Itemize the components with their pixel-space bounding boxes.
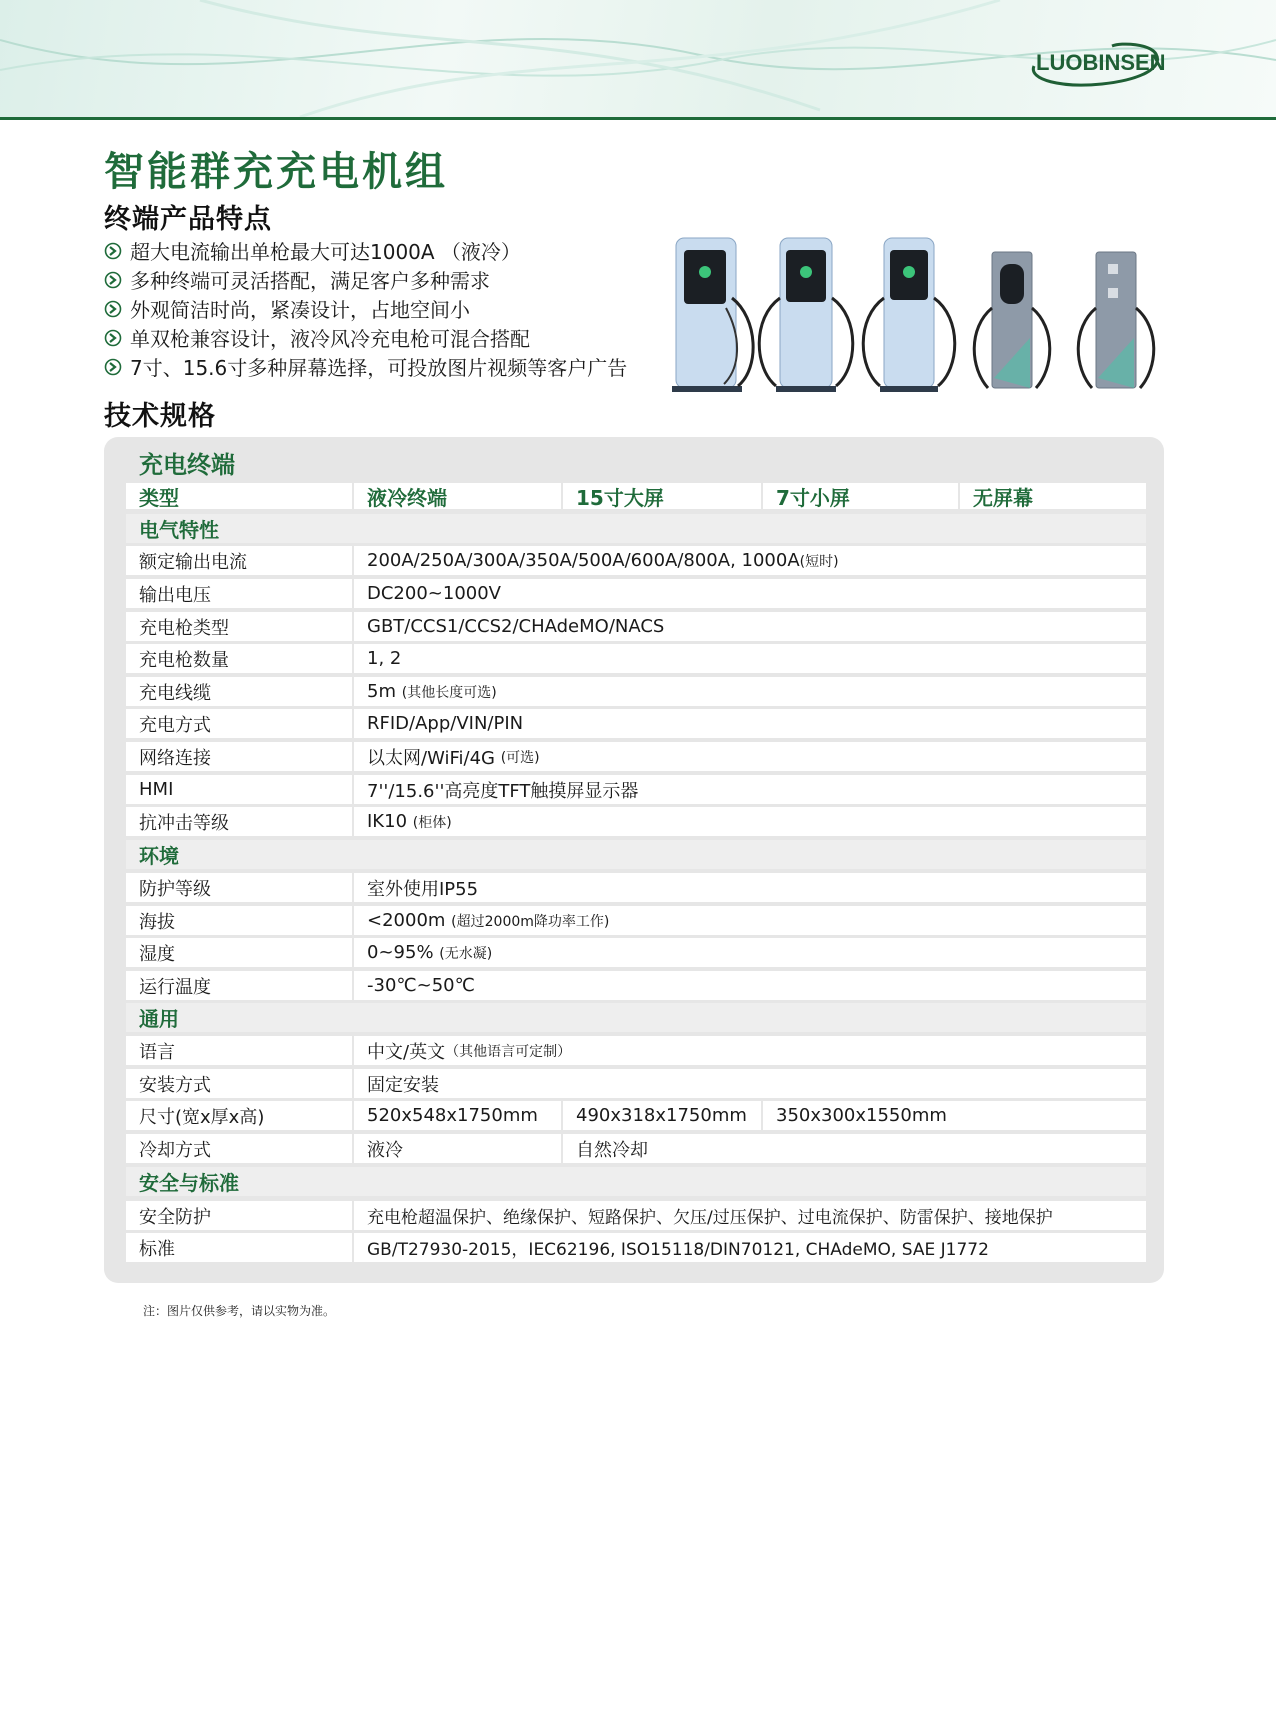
section-safety: 安全与标准 (126, 1167, 1146, 1196)
chevron-circle-icon (104, 358, 122, 376)
row-value (352, 807, 1146, 836)
chevron-circle-icon (104, 300, 122, 318)
table-row (126, 579, 1146, 608)
row-label: 额定输出电流 (126, 546, 352, 575)
chevron-circle-icon (104, 271, 122, 289)
features-title: 终端产品特点 (104, 204, 272, 235)
type-row (126, 480, 1146, 509)
section-row (126, 1003, 1146, 1032)
row-value (352, 1036, 1146, 1065)
table-row (126, 873, 1146, 902)
table-row (126, 546, 1146, 575)
row-label: 运行温度 (126, 971, 352, 1000)
section-environment: 环境 (126, 840, 1146, 869)
feature-text: 外观简洁时尚，紧凑设计，占地空间小 (130, 298, 470, 322)
value-text: 中文/英文 (367, 1041, 446, 1063)
feature-text: 单双枪兼容设计，液冷风冷充电枪可混合搭配 (130, 327, 530, 351)
cooling-natural: 自然冷却 (561, 1134, 1146, 1163)
row-label: 充电枪类型 (126, 612, 352, 641)
row-value: -30℃~50℃ (352, 971, 1146, 1000)
row-value (352, 938, 1146, 967)
row-label: 安全防护 (126, 1201, 352, 1230)
brand-logo-text: LUOBINSEN (1036, 50, 1166, 75)
row-label: 输出电压 (126, 579, 352, 608)
feature-item (104, 352, 627, 381)
section-row (126, 514, 1146, 543)
charger-terminal-liquid (672, 238, 753, 392)
feature-text: 超大电流输出单枪最大可达1000A （液冷） (130, 240, 521, 264)
section-row (126, 1167, 1146, 1196)
row-value: GB/T27930-2015，IEC62196, ISO15118/DIN70121, CHAdeMO, SAE J1772 (352, 1233, 1146, 1262)
value-note: (无水凝) (439, 945, 493, 962)
size-liquid: 520x548x1750mm (352, 1101, 561, 1130)
table-row (126, 644, 1146, 673)
table-row (126, 1134, 1146, 1163)
feature-item (104, 265, 627, 294)
row-label: 充电方式 (126, 709, 352, 738)
row-value: 7''/15.6''高亮度TFT触摸屏显示器 (352, 775, 1146, 804)
type-col-liquid: 液冷终端 (352, 480, 561, 509)
row-label: 安装方式 (126, 1069, 352, 1098)
value-note: （其他语言可定制） (445, 1043, 572, 1060)
table-row (126, 775, 1146, 804)
charger-products-image (668, 228, 1166, 400)
row-value (352, 546, 1146, 575)
table-row (126, 1233, 1146, 1262)
table-row (126, 1101, 1146, 1130)
row-value: DC200~1000V (352, 579, 1146, 608)
type-label: 类型 (126, 480, 352, 509)
row-label: 尺寸(宽x厚x高) (126, 1101, 352, 1130)
type-col-noscreen: 无屏幕 (958, 480, 1146, 509)
row-label: 防护等级 (126, 873, 352, 902)
value-note: (柜体) (412, 814, 452, 831)
row-label: HMI (126, 775, 352, 804)
table-title: 充电终端 (139, 451, 235, 479)
table-row (126, 971, 1146, 1000)
charger-terminal-7in (863, 238, 955, 392)
charger-terminal-no-screen (1078, 252, 1154, 388)
value-text: 以太网/WiFi/4G (367, 747, 495, 769)
value-note: (其他长度可选) (401, 684, 497, 701)
row-label: 网络连接 (126, 742, 352, 771)
value-note: (短时) (799, 553, 839, 570)
value-text: 5m (367, 681, 396, 702)
table-row (126, 742, 1146, 771)
type-col-7in: 7寸小屏 (761, 480, 958, 509)
row-label: 充电线缆 (126, 677, 352, 706)
row-label: 充电枪数量 (126, 644, 352, 673)
table-row (126, 677, 1146, 706)
size-small: 350x300x1550mm (761, 1101, 1146, 1130)
feature-item (104, 236, 627, 265)
value-note: (可选) (500, 749, 540, 766)
type-col-15in: 15寸大屏 (561, 480, 761, 509)
feature-item (104, 294, 627, 323)
row-value: 1, 2 (352, 644, 1146, 673)
chevron-circle-icon (104, 329, 122, 347)
cooling-liquid: 液冷 (352, 1134, 561, 1163)
row-value: RFID/App/VIN/PIN (352, 709, 1146, 738)
value-text: IK10 (367, 811, 408, 832)
table-row (126, 612, 1146, 641)
row-value: 室外使用IP55 (352, 873, 1146, 902)
table-row (126, 807, 1146, 836)
table-row (126, 1201, 1146, 1230)
footnote: 注：图片仅供参考，请以实物为准。 (143, 1304, 336, 1318)
feature-text: 7寸、15.6寸多种屏幕选择，可投放图片视频等客户广告 (130, 356, 628, 380)
row-label: 湿度 (126, 938, 352, 967)
section-general: 通用 (126, 1003, 1146, 1032)
table-row (126, 1036, 1146, 1065)
charger-terminal-15in (759, 238, 853, 392)
row-label: 抗冲击等级 (126, 807, 352, 836)
feature-text: 多种终端可灵活搭配，满足客户多种需求 (130, 269, 490, 293)
value-note: (超过2000m降功率工作) (451, 913, 610, 930)
row-value: GBT/CCS1/CCS2/CHAdeMO/NACS (352, 612, 1146, 641)
charger-terminal-gray-screen (974, 252, 1050, 388)
chevron-circle-icon (104, 242, 122, 260)
row-value (352, 906, 1146, 935)
section-electrical: 电气特性 (126, 514, 1146, 543)
value-text: <2000m (367, 910, 446, 931)
row-value: 充电枪超温保护、绝缘保护、短路保护、欠压/过压保护、过电流保护、防雷保护、接地保护 (352, 1201, 1146, 1230)
table-row (126, 1069, 1146, 1098)
size-15in: 490x318x1750mm (561, 1101, 761, 1130)
feature-item (104, 323, 627, 352)
table-row (126, 906, 1146, 935)
row-label: 海拔 (126, 906, 352, 935)
value-text: 200A/250A/300A/350A/500A/600A/800A, 1000A (367, 550, 800, 571)
row-label: 语言 (126, 1036, 352, 1065)
page-title: 智能群充充电机组 (104, 149, 448, 195)
feature-list (104, 236, 627, 381)
row-value: 固定安装 (352, 1069, 1146, 1098)
row-label: 标准 (126, 1233, 352, 1262)
table-row (126, 938, 1146, 967)
section-row (126, 840, 1146, 869)
row-value (352, 677, 1146, 706)
table-row (126, 709, 1146, 738)
spec-title: 技术规格 (104, 401, 216, 432)
row-label: 冷却方式 (126, 1134, 352, 1163)
value-text: 0~95% (367, 942, 434, 963)
row-value (352, 742, 1146, 771)
